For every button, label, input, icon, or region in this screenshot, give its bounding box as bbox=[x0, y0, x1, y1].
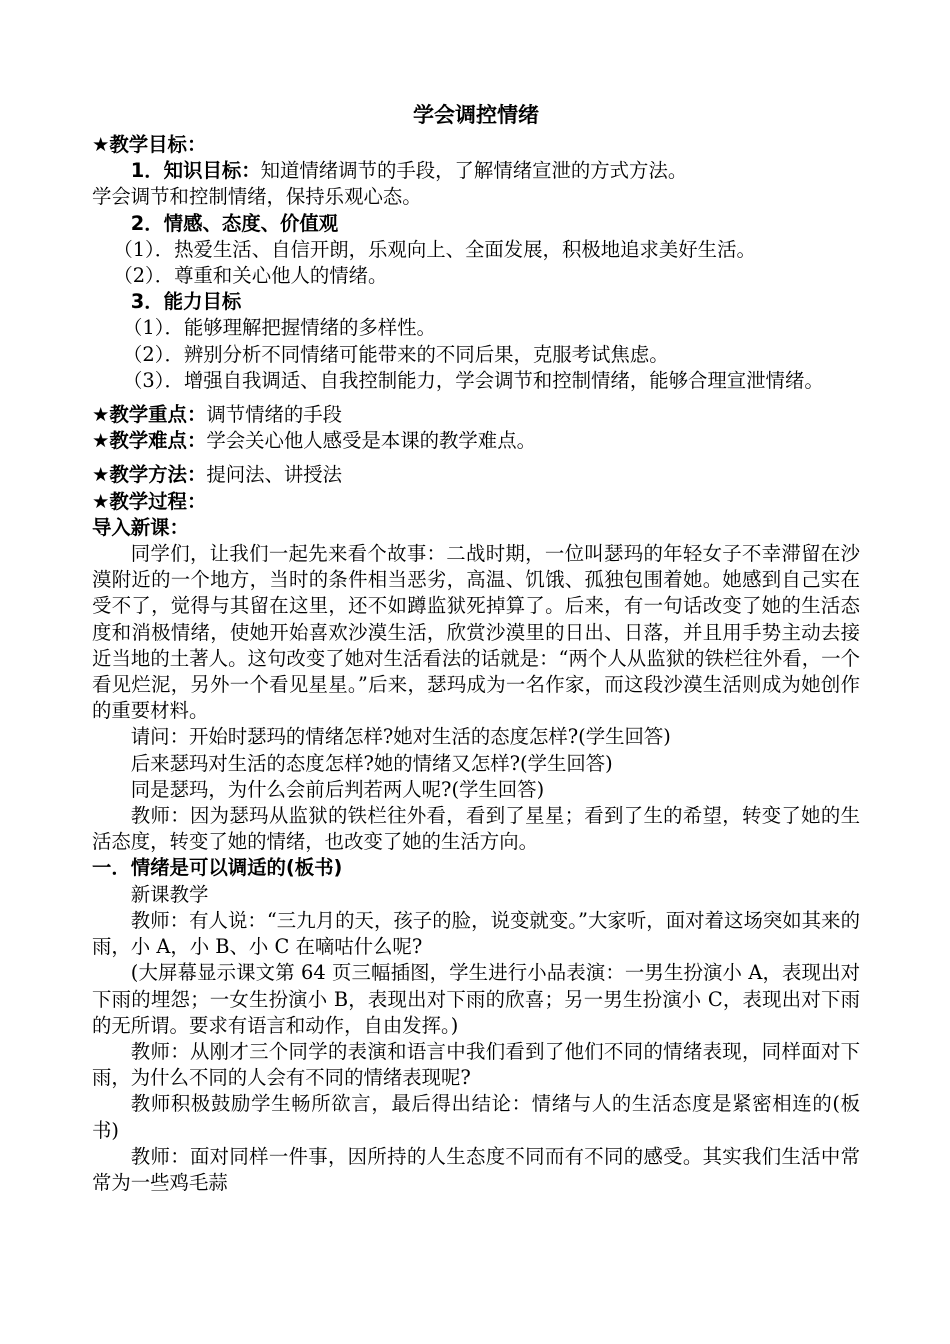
intro-teacher: 教师：因为瑟玛从监狱的铁栏往外看，看到了星星；看到了生的希望，转变了她的生活态度，转变了她的情绪，也改变了她的生活方向。 bbox=[92, 804, 860, 854]
section-1-paragraph-5: 教师积极鼓励学生畅所欲言，最后得出结论：情绪与人的生活态度是紧密相连的(板书) bbox=[92, 1092, 860, 1142]
knowledge-objective-text: 知道情绪调节的手段，了解情绪宣泄的方式方法。 bbox=[260, 159, 688, 183]
section-1-paragraph-2: 教师：有人说：“三九月的天，孩子的脸，说变就变。”大家听，面对着这场突如其来的雨，小 A，小 B、小 C 在嘀咕什么呢? bbox=[92, 908, 860, 959]
difficulty-label: ★教学难点： bbox=[92, 429, 207, 453]
emotion-objective-heading: 2．情感、态度、价值观 bbox=[130, 211, 339, 235]
knowledge-objective bbox=[92, 158, 860, 184]
section-1-heading: 一．情绪是可以调适的(板书) bbox=[92, 856, 343, 880]
process-heading: ★教学过程： bbox=[92, 489, 207, 513]
intro-question-3: 同是瑟玛，为什么会前后判若两人呢?(学生回答) bbox=[130, 777, 545, 801]
ability-objective-heading: 3．能力目标 bbox=[130, 290, 242, 314]
document-title: 学会调控情绪 bbox=[413, 103, 539, 127]
section-1-paragraph-6: 教师：面对同样一件事，因所持的人生态度不同而有不同的感受。其实我们生活中常常为一些鸡毛蒜 bbox=[92, 1144, 860, 1194]
intro-heading: 导入新课： bbox=[92, 515, 189, 539]
method-label: ★教学方法： bbox=[92, 463, 207, 487]
key-point-label: ★教学重点： bbox=[92, 403, 207, 427]
section-1-paragraph-3: (大屏幕显示课文第 64 页三幅插图，学生进行小品表演：一男生扮演小 A，表现出对下雨的埋怨；一女生扮演小 B，表现出对下雨的欣喜；另一男生扮演小 C，表现出对下雨的无所谓。要求有语言和动作，自由发挥。) bbox=[92, 961, 860, 1037]
ability-objective-item-1: （1）．能够理解把握情绪的多样性。 bbox=[123, 316, 436, 340]
emotion-objective-item-1: （1）．热爱生活、自信开朗，乐观向上、全面发展，积极地追求美好生活。 bbox=[113, 237, 756, 261]
document-page bbox=[92, 100, 860, 1196]
ability-objective-item-2: （2）．辨别分析不同情绪可能带来的不同后果，克服考试焦虑。 bbox=[123, 342, 669, 366]
intro-question-2: 后来瑟玛对生活的态度怎样?她的情绪又怎样?(学生回答) bbox=[130, 751, 613, 775]
method-text: 提问法、讲授法 bbox=[206, 463, 343, 487]
section-1-paragraph-4: 教师：从刚才三个同学的表演和语言中我们看到了他们不同的情绪表现，同样面对下雨，为什么不同的人会有不同的情绪表现呢? bbox=[92, 1039, 860, 1090]
emotion-objective-item-2: （2）．尊重和关心他人的情绪。 bbox=[113, 264, 388, 288]
method bbox=[92, 462, 860, 488]
knowledge-objective-continued: 学会调节和控制情绪，保持乐观心态。 bbox=[92, 185, 422, 209]
knowledge-objective-label: 1．知识目标： bbox=[130, 159, 261, 183]
key-point bbox=[92, 402, 860, 428]
difficulty bbox=[92, 428, 860, 454]
difficulty-text: 学会关心他人感受是本课的教学难点。 bbox=[206, 429, 536, 453]
intro-question-1: 请问：开始时瑟玛的情绪怎样?她对生活的态度怎样?(学生回答) bbox=[130, 725, 671, 749]
intro-story: 同学们，让我们一起先来看个故事：二战时期，一位叫瑟玛的年轻女子不幸滞留在沙漠附近的一个地方，当时的条件相当恶劣，高温、饥饿、孤独包围着她。她感到自己实在受不了，觉得与其留在这里，还不如蹲监狱死掉算了。后来，有一句话改变了她的生活态度和消极情绪，使她开始喜欢沙漠生活，欣赏沙漠里的日出、日落，并且用手势主动去接近当地的土著人。这句改变了她对生活看法的话就是：“两个人从监狱的铁栏往外看，一个看见烂泥，另外一个看见星星。”后来，瑟玛成为一名作家，而这段沙漠生活则成为她创作的重要材料。 bbox=[92, 542, 860, 723]
objectives-heading: ★教学目标： bbox=[92, 133, 207, 156]
key-point-text: 调节情绪的手段 bbox=[206, 403, 343, 427]
section-1-paragraph-1: 新课教学 bbox=[130, 882, 209, 906]
ability-objective-item-3: （3）．增强自我调适、自我控制能力，学会调节和控制情绪，能够合理宣泄情绪。 bbox=[123, 368, 824, 392]
